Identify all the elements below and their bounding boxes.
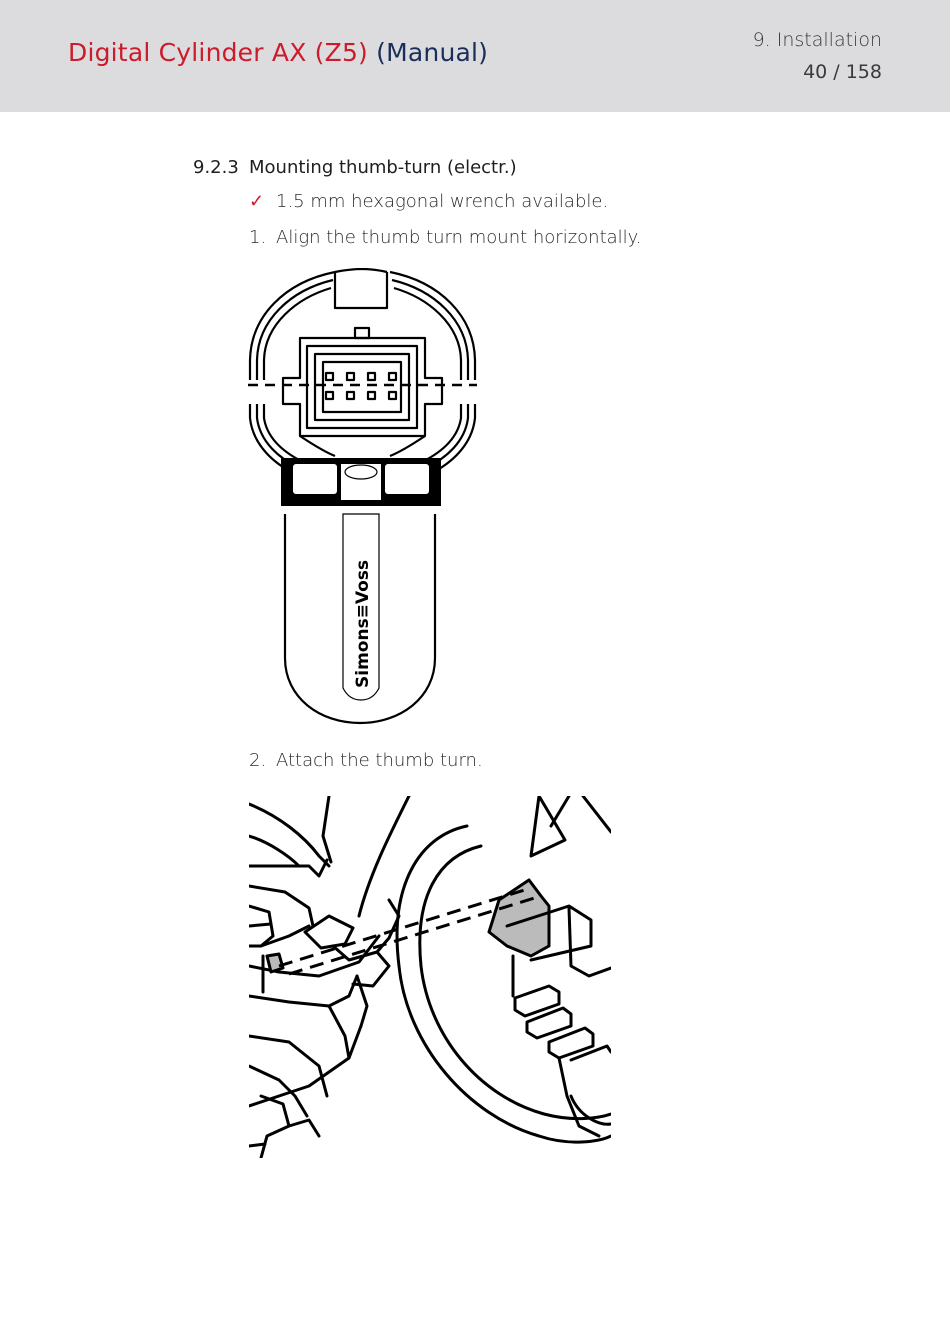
document-title-sub: (Manual) bbox=[376, 38, 489, 67]
simonsvoss-logo-text: Simons≡Voss bbox=[353, 559, 373, 688]
step-2-number: 2. bbox=[249, 750, 267, 771]
document-title bbox=[68, 38, 488, 67]
checkmark-icon: ✓ bbox=[249, 191, 265, 212]
chapter-label: 9. Installation bbox=[752, 29, 882, 51]
step-1-text: Align the thumb turn mount horizontally. bbox=[276, 227, 642, 248]
step-1-number: 1. bbox=[249, 227, 267, 248]
prerequisite-text: 1.5 mm hexagonal wrench available. bbox=[276, 191, 609, 212]
page-header bbox=[0, 0, 950, 112]
attach-thumb-turn-figure bbox=[249, 796, 611, 1158]
document-title-main: Digital Cylinder AX (Z5) bbox=[68, 38, 369, 67]
step-2-text: Attach the thumb turn. bbox=[276, 750, 483, 771]
thumb-turn-alignment-figure bbox=[245, 268, 480, 728]
section-number: 9.2.3 bbox=[193, 157, 239, 178]
page-number: 40 / 158 bbox=[803, 61, 882, 83]
section-title: Mounting thumb-turn (electr.) bbox=[249, 157, 517, 178]
